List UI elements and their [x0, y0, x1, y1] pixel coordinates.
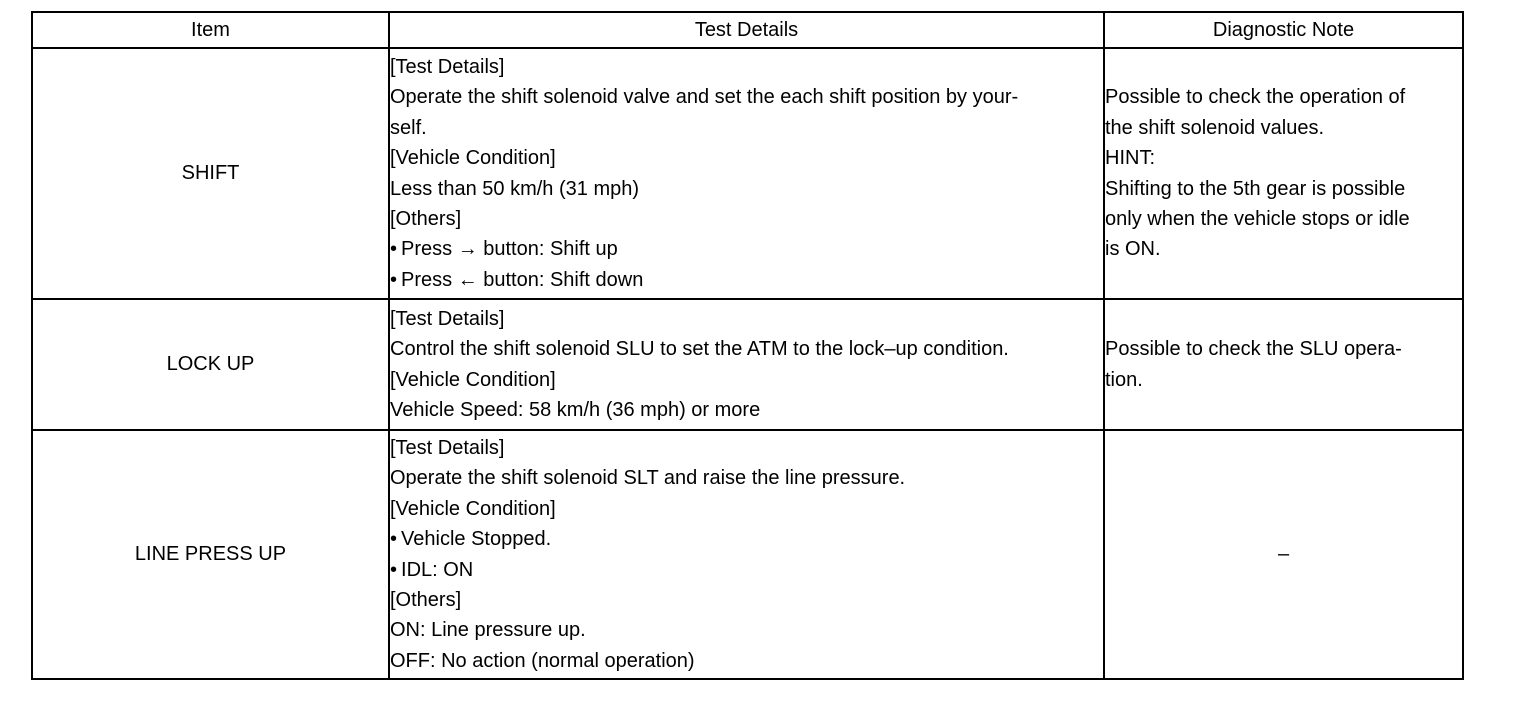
note-line: only when the vehicle stops or idle: [1105, 207, 1410, 230]
note-line: is ON.: [1105, 238, 1161, 261]
note-line: Shifting to the 5th gear is possible: [1105, 177, 1406, 200]
details-line: ON: Line pressure up.: [390, 619, 586, 642]
header-item: Item: [32, 12, 389, 48]
details-line: OFF: No action (normal operation): [390, 649, 695, 672]
header-diagnostic-note: Diagnostic Note: [1104, 12, 1463, 48]
item-cell: SHIFT: [32, 48, 389, 299]
test-details-cell: [389, 48, 1104, 299]
details-line: [Test Details]: [390, 307, 505, 330]
header-row: [32, 12, 1463, 48]
table-row-line-press-up: [32, 430, 1463, 679]
details-line: Less than 50 km/h (31 mph): [390, 177, 640, 200]
active-test-table: [31, 11, 1464, 680]
header-test-details: Test Details: [389, 12, 1104, 48]
details-line: [Vehicle Condition]: [390, 497, 556, 520]
details-line: Operate the shift solenoid valve and set the each shift position by your-: [390, 86, 1019, 109]
details-line: [Others]: [390, 588, 462, 611]
details-line: [Test Details]: [390, 55, 505, 78]
note-line: tion.: [1105, 368, 1143, 391]
note-line: the shift solenoid values.: [1105, 116, 1325, 139]
diagnostic-note-cell: [1104, 48, 1463, 299]
details-line: Operate the shift solenoid SLT and raise the line pressure.: [390, 467, 906, 490]
note-line: HINT:: [1105, 147, 1155, 170]
details-bullet-line: • Press ← button: Shift down: [390, 265, 1103, 295]
item-cell: LINE PRESS UP: [32, 430, 389, 679]
details-line: Control the shift solenoid SLU to set the ATM to the lock–up condition.: [390, 338, 1009, 361]
details-line: [Vehicle Condition]: [390, 147, 556, 170]
note-line: Possible to check the operation of: [1105, 86, 1406, 109]
details-line: [Test Details]: [390, 436, 505, 459]
details-line: [Vehicle Condition]: [390, 368, 556, 391]
note-line: Possible to check the SLU opera-: [1105, 338, 1402, 361]
details-bullet-line: • Press → button: Shift up: [390, 234, 1103, 264]
details-bullet-line: • Vehicle Stopped.: [390, 524, 1103, 554]
table-row-shift: [32, 48, 1463, 299]
details-bullet-line: • IDL: ON: [390, 555, 1103, 585]
item-cell: LOCK UP: [32, 299, 389, 430]
test-details-cell: [389, 430, 1104, 679]
table-row-lock-up: [32, 299, 1463, 430]
diagnostic-note-cell: [1104, 299, 1463, 430]
diagnostic-note-cell: –: [1104, 430, 1463, 679]
test-details-cell: [389, 299, 1104, 430]
details-line: Vehicle Speed: 58 km/h (36 mph) or more: [390, 398, 761, 421]
details-line: self.: [390, 116, 427, 139]
details-line: [Others]: [390, 207, 462, 230]
